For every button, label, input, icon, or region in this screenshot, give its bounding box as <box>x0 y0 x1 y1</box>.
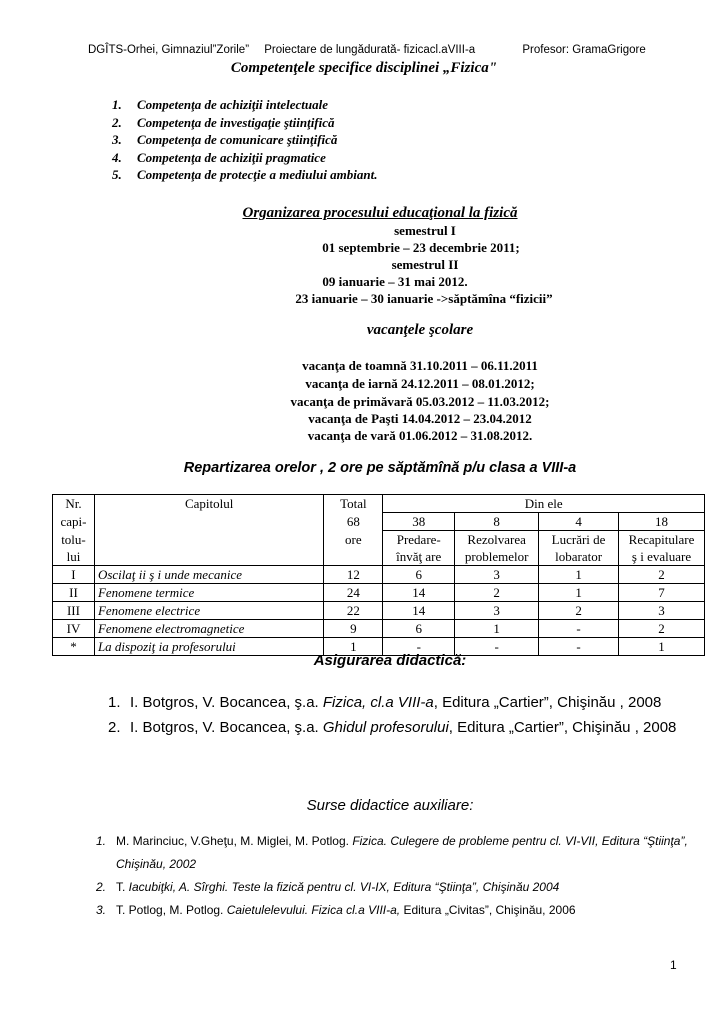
list-item: 1. M. Marinciuc, V.Gheţu, M. Miglei, M. Potlog. Fizica. Culegere de probleme pentru cl. VI-VII, Editura “Ştiinţa”, Chişinău, 2002 <box>96 834 688 871</box>
list-item: 2. Competenţa de investigaţie ştiinţifică <box>112 114 335 130</box>
page-header <box>88 44 646 56</box>
semester-1-label: semestrul I <box>394 223 456 238</box>
vacation-summer: vacanţa de vară 01.06.2012 – 31.08.2012. <box>307 428 533 443</box>
vacation-spring: vacanţa de primăvară 05.03.2012 – 11.03.2012; <box>290 394 550 409</box>
organization-title: Organizarea procesului educaţional la fizică <box>242 205 518 221</box>
header-teacher: Profesor: GramaGrigore <box>522 44 646 56</box>
table-row: IV Fenomene electromagnetice 9 6 1 - 2 <box>53 620 705 638</box>
vacation-autumn: vacanţa de toamnă 31.10.2011 – 06.11.2011 <box>302 358 538 373</box>
header-total: Total <box>324 495 383 513</box>
table-row: * La dispoziţ ia profesorului 1 - - - 1 <box>53 638 705 656</box>
list-item: 2. I. Botgros, V. Bocancea, ş.a. Ghidul profesorului, Editura „Cartier”, Chişinău , 2008 <box>108 719 677 736</box>
vacations-title: vacanţele şcolare <box>366 322 474 338</box>
list-item: 2. T. Iacubiţki, A. Sîrghi. Teste la fizică pentru cl. VI-IX, Editura “Ştiinţa”, Chişinău 2004 <box>96 880 560 894</box>
page-title: Competenţele specifice disciplinei „Fizica" <box>230 60 498 76</box>
list-item: 5. Competenţa de protecţie a mediului ambiant. <box>112 167 378 182</box>
distribution-title: Repartizarea orelor , 2 ore pe săptămînă p/u clasa a VIII-a <box>183 460 577 476</box>
competencies-list <box>112 96 378 184</box>
header-nr: Nr. <box>53 495 95 513</box>
list-item: 3. Competenţa de comunicare ştiinţifică <box>112 132 338 147</box>
table-row: III Fenomene electrice 22 14 3 2 3 <box>53 602 705 620</box>
semester-2-label: semestrul II <box>391 257 459 272</box>
page-number: 1 <box>670 958 677 972</box>
header-din-ele: Din ele <box>383 495 705 513</box>
aux-sources-list <box>96 830 716 922</box>
table-row: I Oscilaţ ii ş i unde mecanice 12 6 3 1 2 <box>53 566 705 584</box>
list-item: 1. Competenţa de achiziţii intelectuale <box>112 97 329 112</box>
list-item: 1. I. Botgros, V. Bocancea, ş.a. Fizica, cl.a VIII-a, Editura „Cartier”, Chişinău , 2008 <box>108 694 662 711</box>
vacation-easter: vacanţa de Paşti 14.04.2012 – 23.04.2012 <box>308 411 532 426</box>
header-subject: Proiectare de lungădurată- fizicacl.aVIII-a <box>264 44 476 56</box>
semester-1-dates: 01 septembrie – 23 decembrie 2011; <box>322 240 520 255</box>
aux-sources-title: Surse didactice auxiliare: <box>306 797 474 814</box>
didactic-list <box>108 690 708 740</box>
list-item: 3. T. Potlog, M. Potlog. Caietulelevului. Fizica cl.a VIII-a, Editura „Civitas”, Chişinău, 2006 <box>96 903 576 917</box>
didactic-title: Asigurarea didactică: <box>313 652 467 669</box>
header-chapter: Capitolul <box>94 495 323 513</box>
hours-distribution-table: Nr. Capitolul Total Din ele capi- 68 38 8 4 18 tolu- ore Predare- Rezolvarea Lucrări de Recapitulare lui învăţ are problemelor lobarator ş i evaluare I Oscilaţ ii ş i unde mecanice 12 6 3 1 2 II Fenomene termice 24 14 2 1 7 III Fenomene electrice 22 14 3 2 3 IV Fenomene electromagnetice 9 6 1 - 2 * La dispoziţ ia profesorului 1 - - - 1 <box>52 494 705 656</box>
list-item: 4. Competenţa de achiziţii pragmatice <box>112 149 326 165</box>
semester-2-dates: 09 ianuarie – 31 mai 2012. <box>322 274 468 289</box>
physics-week: 23 ianuarie – 30 ianuarie ->săptămîna “fizicii” <box>295 291 553 306</box>
vacation-winter: vacanţa de iarnă 24.12.2011 – 08.01.2012; <box>305 376 535 391</box>
header-school: DGÎTS-Orhei, Gimnaziul”Zorile” <box>88 44 250 56</box>
table-row: II Fenomene termice 24 14 2 1 7 <box>53 584 705 602</box>
